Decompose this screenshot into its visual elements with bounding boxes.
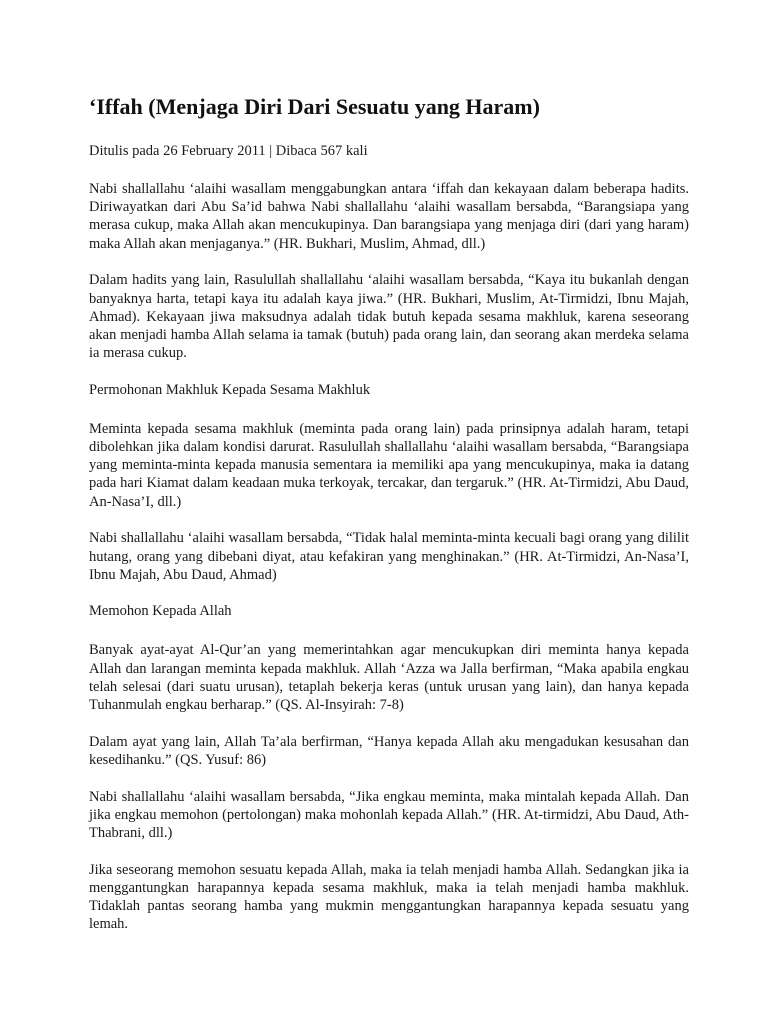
article bbox=[89, 92, 689, 952]
paragraph: Meminta kepada sesama makhluk (meminta pada orang lain) pada prinsipnya adalah haram, tetapi dibolehkan jika dalam kondisi darurat. Rasulullah shallallahu ‘alaihi wasallam bersabda, “Barangsiapa yang meminta-minta kepada manusia sementara ia memiliki apa yang mencukupinya, maka ia datang pada hari Kiamat dalam keadaan muka terkoyak, tercakar, dan tergaruk.” (HR. At-Tirmidzi, Abu Daud, An-Nasa’I, dll.) bbox=[89, 420, 689, 510]
section-heading: Permohonan Makhluk Kepada Sesama Makhluk bbox=[89, 381, 371, 398]
section-heading: Memohon Kepada Allah bbox=[89, 603, 232, 620]
paragraph: Nabi shallallahu ‘alaihi wasallam menggabungkan antara ‘iffah dan kekayaan dalam beberapa hadits. Diriwayatkan dari Abu Sa’id bahwa Nabi shallallahu ‘alaihi wasallam bersabda, “Barangsiapa yang merasa cukup, maka Allah akan mencukupinya. Dan barangsiapa yang menjaga diri (dari yang haram) maka Allah akan menjaganya.” (HR. Bukhari, Muslim, Ahmad, dll.) bbox=[89, 181, 689, 252]
paragraph: Nabi shallallahu ‘alaihi wasallam bersabda, “Tidak halal meminta-minta kecuali bagi orang yang dililit hutang, orang yang dibebani diyat, atau kefakiran yang menghinakan.” (HR. At-Tirmidzi, An-Nasa’I, Ibnu Majah, Abu Daud, Ahmad) bbox=[89, 530, 689, 583]
paragraph: Dalam hadits yang lain, Rasulullah shallallahu ‘alaihi wasallam bersabda, “Kaya itu bukanlah dengan banyaknya harta, tetapi kaya itu adalah kaya jiwa.” (HR. Bukhari, Muslim, At-Tirmidzi, Ibnu Majah, Ahmad). Kekayaan jiwa maksudnya adalah tidak butuh kepada sesama makhluk, karena seseorang akan menjadi hamba Allah selama ia tamak (butuh) pada orang lain, dan seorang akan merdeka selama ia merasa cukup. bbox=[89, 272, 689, 362]
article-title: ‘Iffah (Menjaga Diri Dari Sesuatu yang Haram) bbox=[89, 94, 540, 119]
paragraph: Nabi shallallahu ‘alaihi wasallam bersabda, “Jika engkau meminta, maka mintalah kepada Allah. Dan jika engkau memohon (pertolongan) maka mohonlah kepada Allah.” (HR. At-tirmidzi, Abu Daud, Ath-Thabrani, dll.) bbox=[89, 788, 689, 842]
article-meta: Ditulis pada 26 February 2011 | Dibaca 567 kali bbox=[89, 143, 368, 159]
paragraph: Jika seseorang memohon sesuatu kepada Allah, maka ia telah menjadi hamba Allah. Sedangkan jika ia menggantungkan harapannya kepada sesama makhluk, maka ia telah menjadi hamba makhluk. Tidaklah pantas seorang hamba yang mukmin menggantungkan harapannya kepada sesuatu yang lemah. bbox=[89, 861, 689, 933]
paragraph: Banyak ayat-ayat Al-Qur’an yang memerintahkan agar mencukupkan diri meminta hanya kepada Allah dan larangan meminta kepada makhluk. Allah ‘Azza wa Jalla berfirman, “Maka apabila engkau telah selesai (dari suatu urusan), tetaplah bekerja keras (untuk urusan yang lain), dan hanya kepada Tuhanmulah engkau berharap.” (QS. Al-Insyirah: 7-8) bbox=[89, 642, 689, 714]
paragraph: Dalam ayat yang lain, Allah Ta’ala berfirman, “Hanya kepada Allah aku mengadukan kesusahan dan kesedihanku.” (QS. Yusuf: 86) bbox=[89, 733, 689, 768]
